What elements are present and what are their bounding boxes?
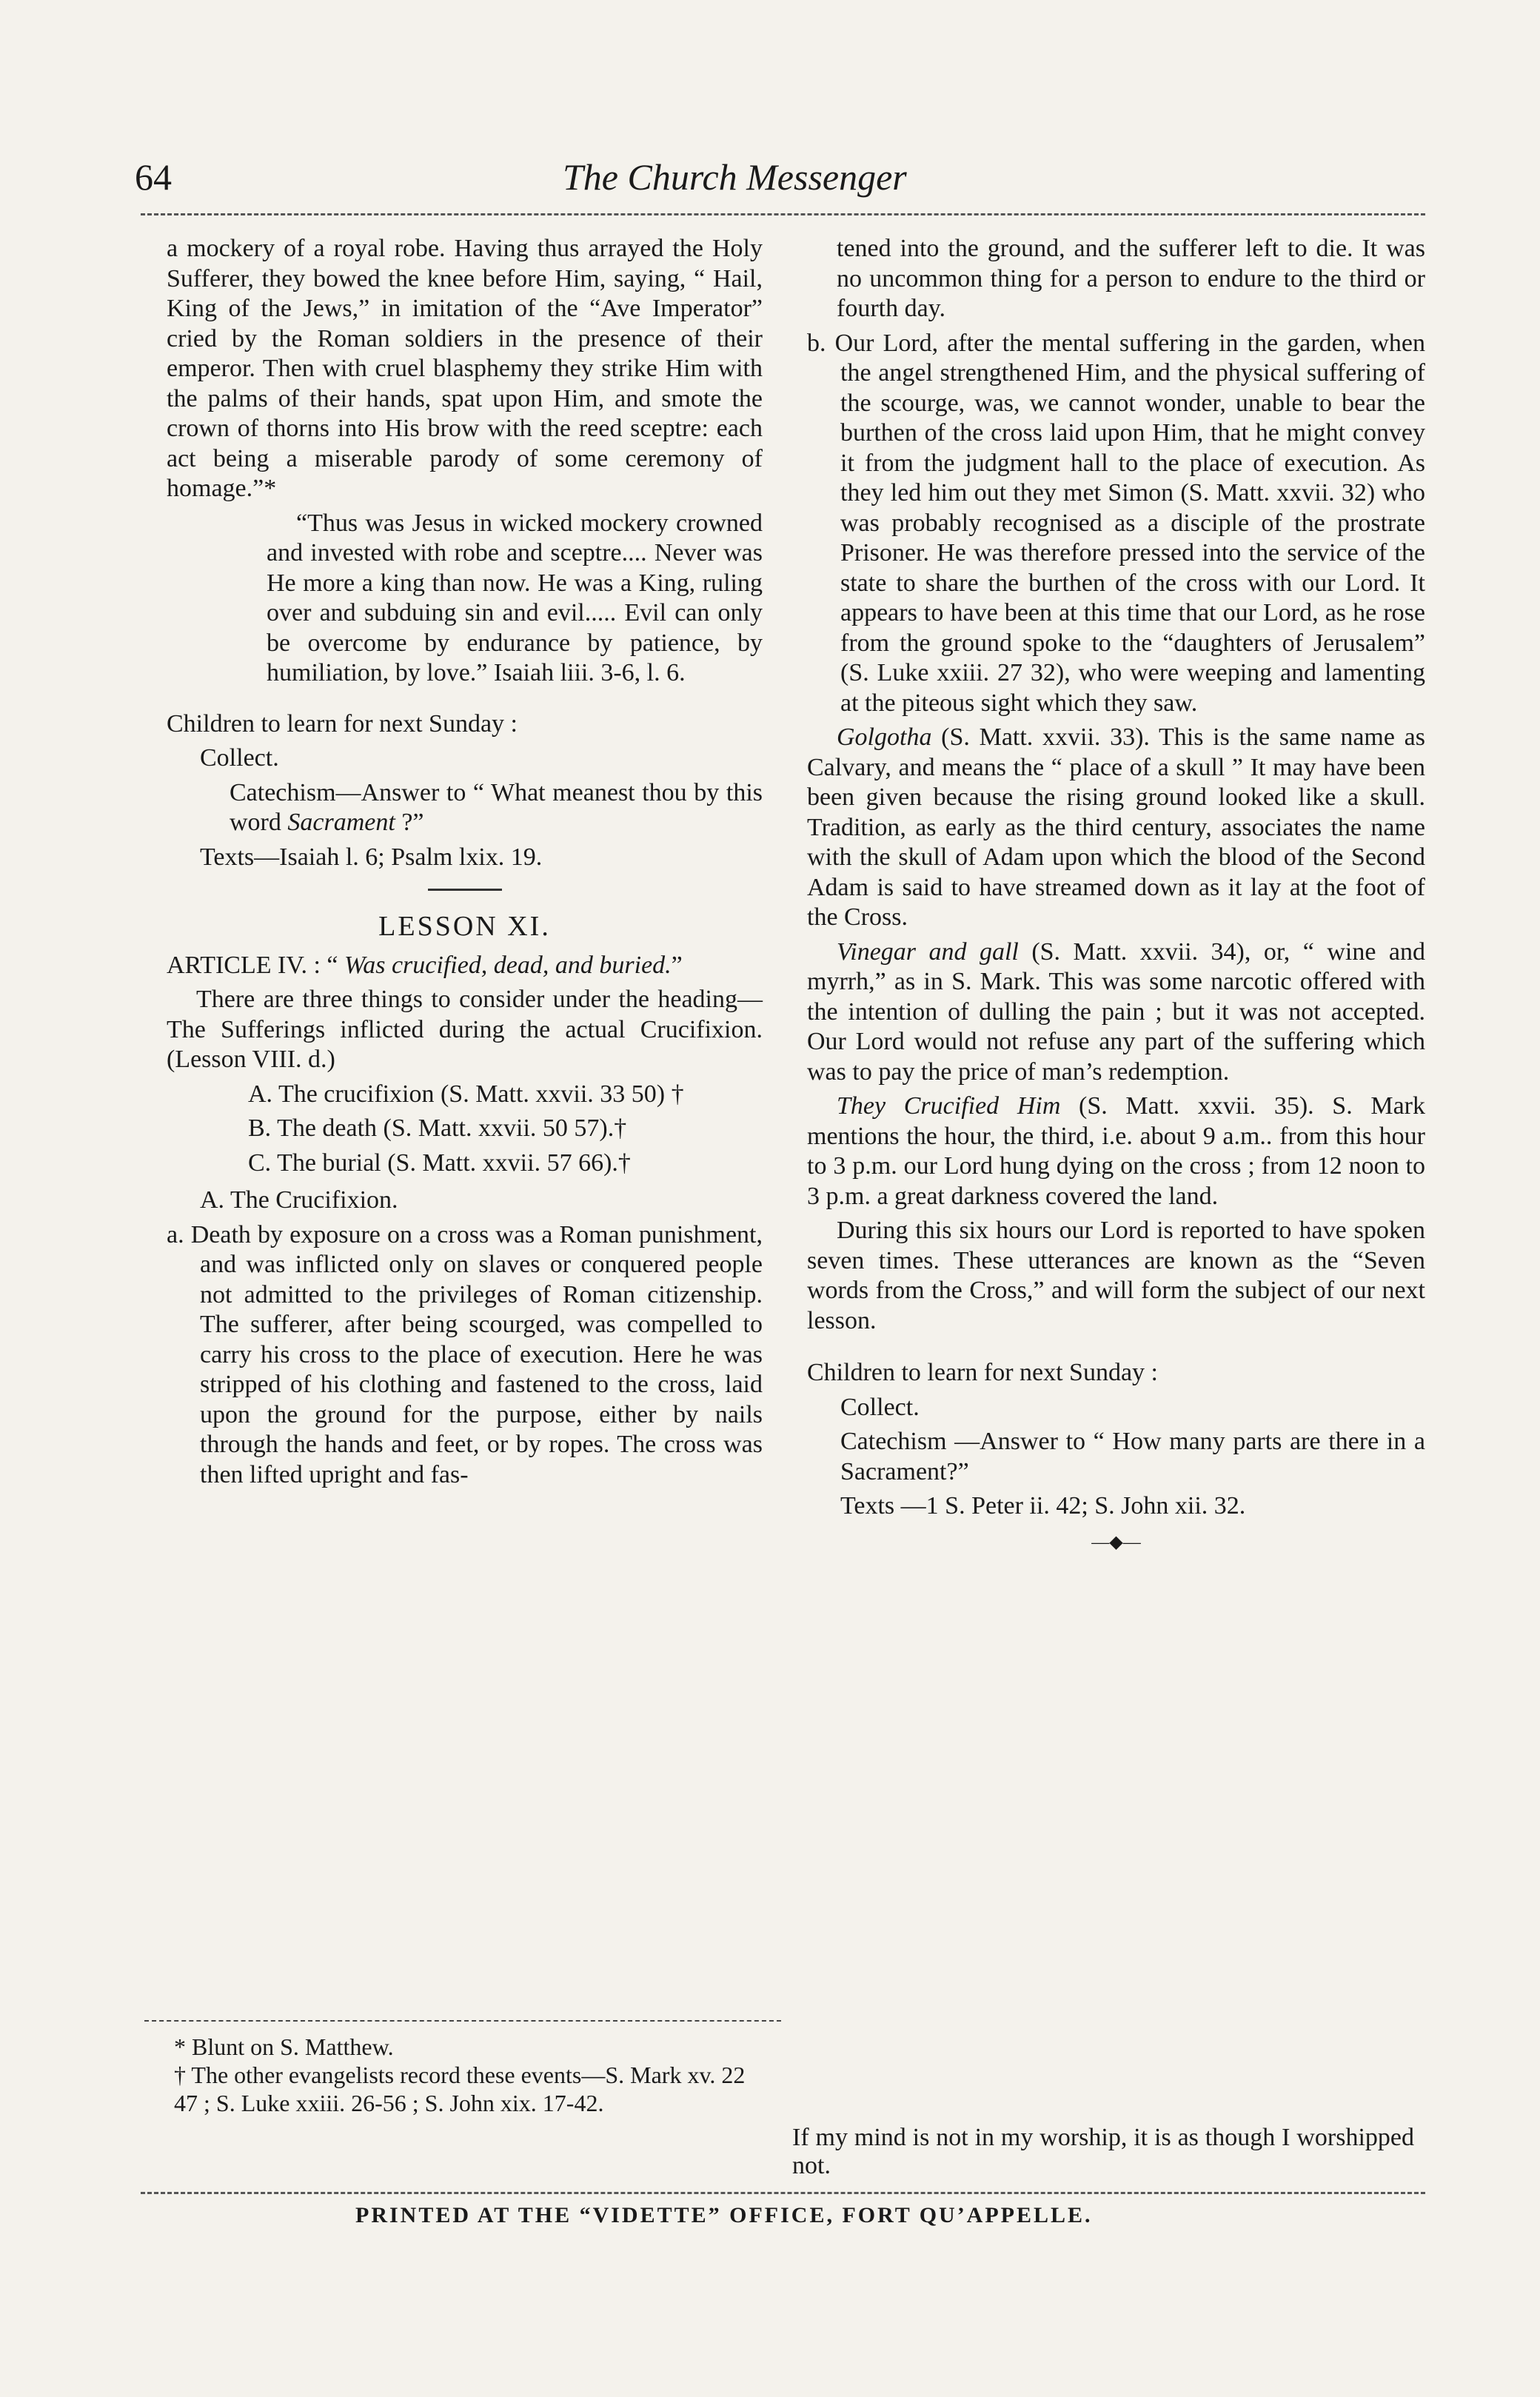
right-column [807,234,1425,1568]
left-column [167,234,763,1494]
closing-text: If my mind is not in my worship, it is as though I worshipped not. [792,2124,1414,2179]
collect-left: Collect. [200,744,279,772]
outline-item-b: B. The death (S. Matt. xxvii. 50 57).† [248,1114,627,1142]
children-heading-right: Children to learn for next Sunday : [807,1359,1159,1386]
footnote-2: † The other evangelists record these events—S. Mark xv. 22 47 ; S. Luke xxiii. 26-56 ; S. John xix. 17-42. [174,2062,746,2116]
lesson-intro: There are three things to consider under the heading—The Sufferings inflicted during the actual Crucifixion. (Lesson VIII. d.) [167,986,763,1073]
texts-left: Texts—Isaiah l. 6; Psalm lxix. 19. [200,843,543,871]
vinegar-paragraph: Vinegar and gall (S. Matt. xxvii. 34), or, “ wine and myrrh,” as in S. Mark. This was some narcotic offered with the intention of dulling the pain ; but it was not accepted. Our Lord would not refuse any part of the suffering which was to pay the price of man’s redemption. [807,937,1425,1086]
section-a-heading: A. The Crucifixion. [200,1186,398,1214]
outline-item-c: C. The burial (S. Matt. xxvii. 57 66).† [248,1149,631,1177]
seven-words-paragraph: During this six hours our Lord is reported to have spoken seven times. These utterances are known as the “Seven words from the Cross,” and will form the subject of our next lesson. [807,1217,1425,1334]
collect-right: Collect. [840,1393,920,1421]
paragraph-b: b. Our Lord, after the mental suffering in the garden, when the angel strengthened Him, and the physical suffering of the scourge, was, we cannot wonder, unable to bear the burthen of the cross laid upon Him, that he might convey it from the judgment hall to the place of execution. As they led him out they met Simon (S. Matt. xxvii. 32) who was probably recognised as a disciple of the prostrate Prisoner. He was therefore pressed into the service of the state to share the burthen of the cross with our Lord. It appears to have been at this time that our Lord, as he rose from the ground spoke to the “daughters of Jerusalem” (S. Luke xxiii. 27 32), who were weeping and lamenting at the piteous sight which they saw. [807,329,1425,717]
bottom-rule [141,2192,1425,2194]
catechism-right: Catechism —Answer to “ How many parts are there in a Sacrament?” [840,1428,1425,1485]
catechism-left: Catechism—Answer to “ What meanest thou by this word Sacrament ?” [230,778,763,836]
left-opening-paragraph: a mockery of a royal robe. Having thus arrayed the Holy Sufferer, they bowed the knee before Him, saying, “ Hail, King of the Jews,” in imitation of the “Ave Imperator” cried by the Roman soldiers in the presence of their emperor. Then with cruel blasphemy they strike Him with the palms of their hands, spat upon Him, and smote the crown of thorns into His brow with the reed sceptre: each act being a miserable parody of some ceremony of homage.”* [167,235,763,502]
quote-text: “Thus was Jesus in wicked mockery crowned and invested with robe and sceptre.... Never was He more a king than now. He was a King, ruling over and subduing sin and evil..... Evil can only be overcome by endurance by patience, by humiliation, by love.” Isaiah liii. 3-6, l. 6. [267,509,763,686]
closing-line [792,2124,1414,2180]
footnotes [144,2033,774,2117]
golgotha-paragraph: Golgotha (S. Matt. xxvii. 33). This is the same name as Calvary, and means the “ place of a skull ” It may have been been given because the rising ground looked like a skull. Tradition, as early as the third century, associates the name with the skull of Adam upon which the blood of the Second Adam is said to have streamed down as it lay at the foot of the Cross. [807,723,1425,931]
assignment-left [167,743,763,872]
outline-item-a: A. The crucifixion (S. Matt. xxvii. 33 50) † [248,1080,684,1108]
quote-block [167,509,763,689]
children-heading-left: Children to learn for next Sunday : [167,709,518,738]
page-title: The Church Messenger [563,156,907,198]
lesson-title: LESSON XI. [378,911,551,942]
footnote-rule [144,2020,781,2022]
printer-imprint: PRINTED AT THE “VIDETTE” OFFICE, FORT QU’APPELLE. [355,2203,1093,2227]
assignment-right [807,1393,1425,1522]
footnote-1: * Blunt on S. Matthew. [174,2033,394,2060]
section-divider [428,889,502,891]
ornament-divider: —◆— [1091,1532,1141,1552]
right-opening-paragraph: tened into the ground, and the sufferer left to die. It was no uncommon thing for a person to endure to the third or fourth day. [837,235,1425,322]
top-rule [141,213,1425,215]
page-number: 64 [135,156,172,198]
crucified-paragraph: They Crucified Him (S. Matt. xxvii. 35). S. Mark mentions the hour, the third, i.e. about 9 a.m.. from this hour to 3 p.m. our Lord hung dying on the cross ; from 12 noon to 3 p.m. a great darkness covered the land. [807,1092,1425,1210]
article-heading: ARTICLE IV. : “ Was crucified, dead, and buried.” [167,951,683,979]
texts-right: Texts —1 S. Peter ii. 42; S. John xii. 32. [840,1492,1246,1520]
paragraph-a: a. Death by exposure on a cross was a Roman punishment, and was inflicted only on slaves or conquered people not admitted to the privileges of Roman citizenship. The sufferer, after being scourged, was compelled to carry his cross to the place of execution. Here he was stripped of his clothing and fastened to the cross, laid upon the ground for the purpose, either by nails through the hands and feet, or by ropes. The cross was then lifted upright and fas- [167,1220,763,1488]
